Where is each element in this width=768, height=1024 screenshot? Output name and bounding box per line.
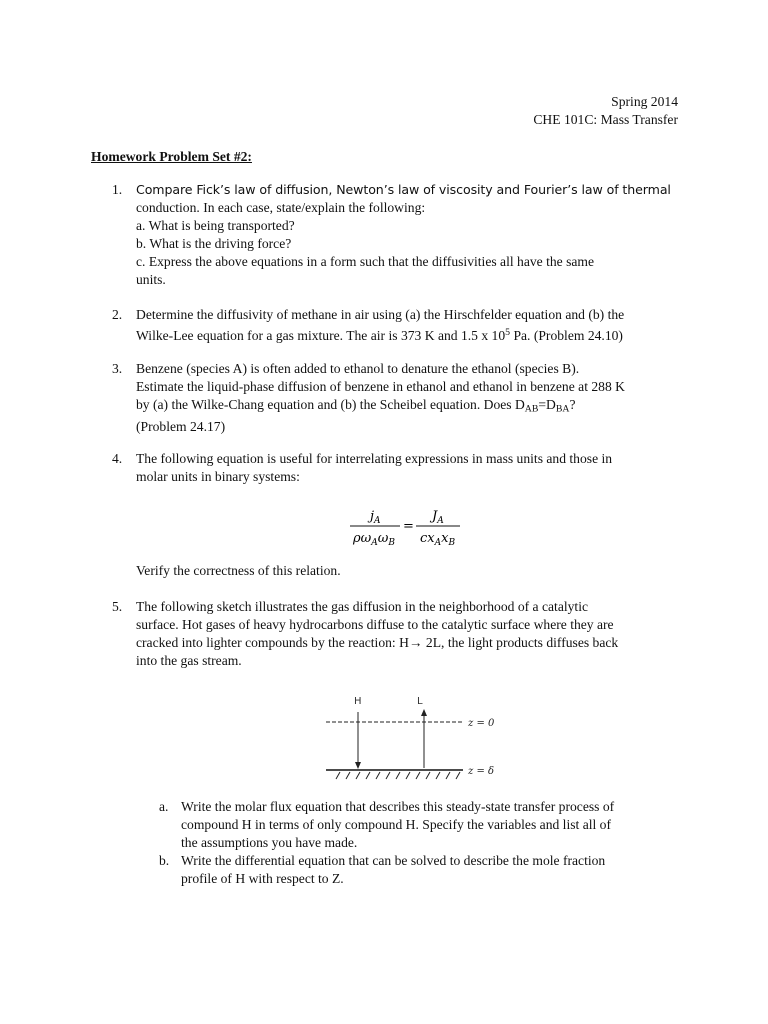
sub-question-b (159, 852, 699, 888)
lhs-denominator: $\rho\omega_A\omega_B$ (353, 531, 395, 548)
problem-5 (112, 598, 682, 670)
equation-graphic (350, 505, 470, 551)
label-l: L (417, 696, 423, 707)
problem-line: conduction. In each case, state/explain the following: (136, 200, 426, 215)
sub-question-label: a. (159, 799, 169, 814)
flux-relation-equation (350, 505, 470, 556)
text-segment: Wilke-Lee equation for a gas mixture. The air is 373 K and 1.5 x 10 (136, 327, 506, 343)
header (533, 93, 678, 129)
problem-line: (Problem 24.17) (136, 419, 226, 435)
problem-set-title: Homework Problem Set #2: (91, 149, 252, 164)
sub-question-line: the assumptions you have made. (181, 835, 358, 850)
problem-line: c. Express the above equations in a form such that the diffusivities all have the same (136, 254, 595, 269)
problem-line: The following sketch illustrates the gas diffusion in the neighborhood of a catalytic (136, 599, 589, 614)
equals-sign: = (403, 519, 414, 534)
problem-1 (112, 181, 682, 289)
problem-4-verify (112, 562, 682, 580)
term: Spring 2014 (611, 94, 678, 109)
subscript: AB (524, 403, 539, 415)
problem-3 (112, 360, 682, 436)
problem-line: Benzene (species A) is often added to ethanol to denature the ethanol (species B). (136, 361, 580, 376)
problem-line: Estimate the liquid-phase diffusion of benzene in ethanol and ethanol in benzene at 288 K (136, 379, 625, 394)
text-segment: ? (569, 397, 576, 412)
h-arrow-head (355, 762, 361, 769)
problem-number: 1. (112, 182, 123, 197)
label-h: H (354, 696, 362, 707)
sub-question-label: b. (159, 853, 170, 868)
sub-question-line: Write the differential equation that can be solved to describe the mole fraction (181, 853, 606, 868)
problem-line: Compare Fick’s law of diffusion, Newton’s law of viscosity and Fourier’s law of thermal (136, 182, 671, 197)
problem-line: units. (136, 272, 166, 287)
problem-line (136, 396, 682, 418)
surface-hatching (336, 772, 460, 779)
subscript: BA (555, 403, 570, 415)
problem-line: b. What is the driving force? (136, 236, 292, 251)
problem-number: 4. (112, 451, 123, 466)
l-arrow-head (421, 709, 427, 716)
problem-line: molar units in binary systems: (136, 469, 300, 484)
rhs-denominator: $cx_Ax_B$ (420, 531, 456, 548)
problem-line (136, 324, 682, 345)
course-title: CHE 101C: Mass Transfer (533, 112, 678, 127)
exponent: 5 (505, 327, 511, 338)
z0-label: z = 0 (468, 718, 495, 729)
z-delta-label: z = δ (468, 766, 495, 777)
sub-question-line: compound H in terms of only compound H. Specify the variables and list all of (181, 817, 612, 832)
text-segment: =D (538, 397, 556, 412)
rhs-numerator: $J_A$ (432, 509, 444, 526)
problem-line: a. What is being transported? (136, 218, 295, 233)
problem-line: into the gas stream. (136, 653, 242, 668)
sub-question-line: Write the molar flux equation that describes this steady-state transfer process of (181, 799, 615, 814)
problem-number: 2. (112, 307, 123, 322)
lhs-numerator: $j_A$ (370, 509, 381, 526)
problem-4 (112, 450, 682, 486)
sub-question-line: profile of H with respect to Z. (181, 871, 344, 886)
text-segment: by (a) the Wilke-Chang equation and (b) the Scheibel equation. Does D (136, 397, 525, 412)
problem-number: 5. (112, 599, 123, 614)
problem-line: surface. Hot gases of heavy hydrocarbons diffuse to the catalytic surface where they are (136, 617, 614, 632)
catalytic-surface-diagram (318, 690, 518, 785)
problem-line: Determine the diffusivity of methane in air using (a) the Hirschfelder equation and (b) the (136, 307, 625, 322)
problem-line: cracked into lighter compounds by the reaction: H→ 2L, the light products diffuses back (136, 635, 619, 650)
problem-line: Verify the correctness of this relation. (136, 563, 341, 578)
problem-line: The following equation is useful for interrelating expressions in mass units and those in (136, 451, 613, 466)
sub-question-a (159, 798, 699, 852)
problem-number: 3. (112, 361, 123, 376)
diffusion-sketch (318, 690, 518, 790)
problem-2 (112, 306, 682, 345)
text-segment: Pa. (Problem 24.10) (510, 327, 623, 343)
